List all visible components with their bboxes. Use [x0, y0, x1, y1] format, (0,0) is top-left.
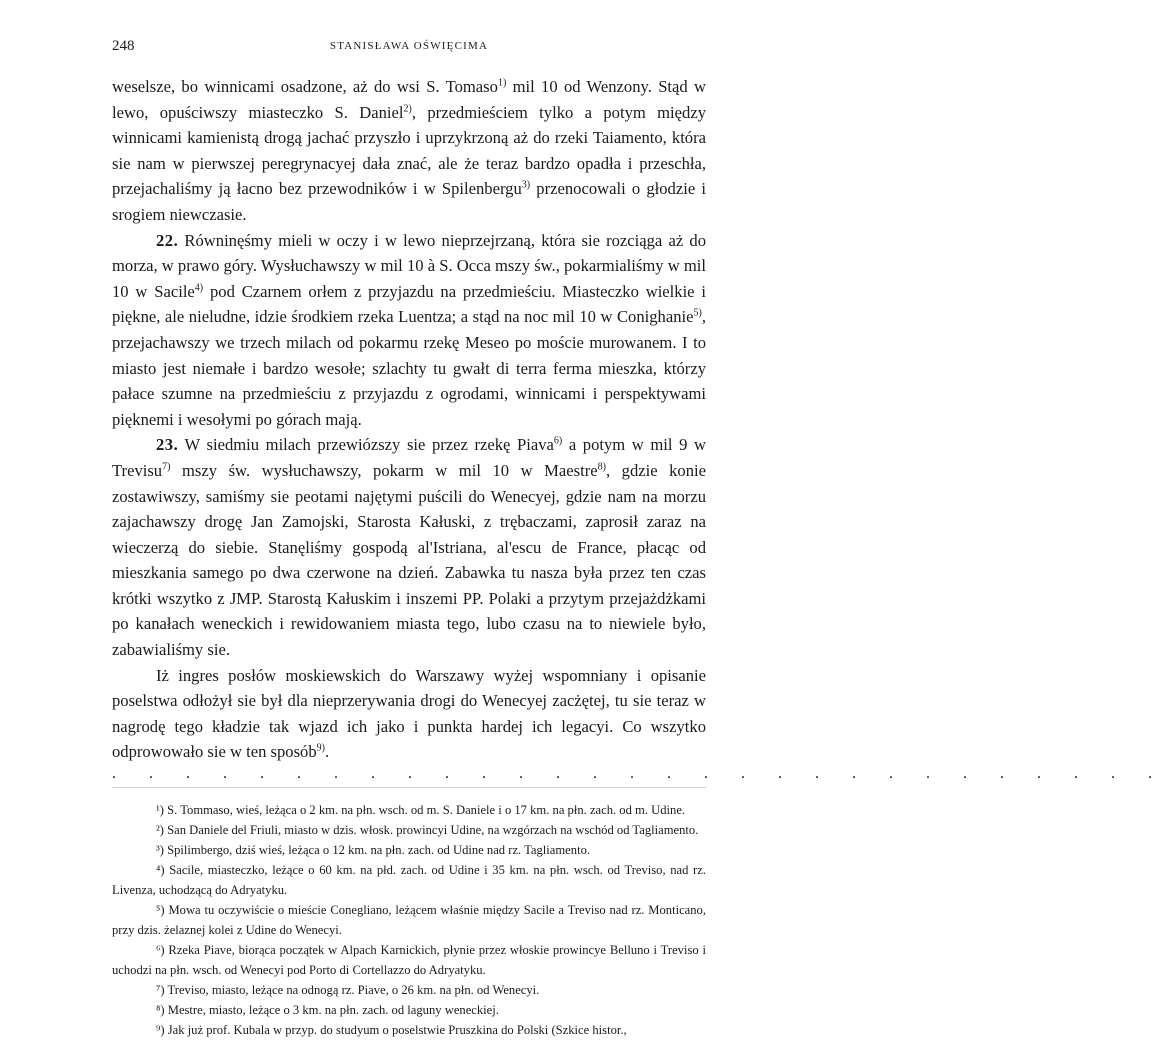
section-number-23: 23.	[156, 435, 179, 455]
text-run: mszy św. wysłuchawszy, pokarm w mil 10 w Maestre	[170, 460, 598, 480]
footnote-ref-4: 4)	[194, 282, 204, 294]
footnote-text: Spilimbergo, dziś wieś, leżąca o 12 km. na płn. zach. od Udine nad rz. Tagliamento.	[163, 843, 591, 858]
footnote-4	[112, 860, 706, 900]
footnote-text: Mowa tu oczywiście o mieście Conegliano, leżącem właśnie między Sacile a Treviso nad rz. Monticano, przy dzis. żelaznej kolei z Udine do Wenecyi.	[112, 903, 706, 938]
text-run: Iż ingres posłów moskiewskich do Warszawy wyżej wspomniany i opisanie poselstwa odłożył sie był dla nieprzerywania drogi do Wenecyej zacżętej, tu sie teraz w nagrodę tego kładzie tak wjazd ich jako i punkta hardej ich legacyi. Co wszytko odprowowało sie w ten sposób	[112, 665, 706, 762]
footnote-6	[112, 940, 706, 980]
section-23	[112, 432, 706, 662]
page-header	[112, 38, 706, 60]
paragraph-legation	[112, 663, 706, 765]
footnote-5	[112, 900, 706, 940]
running-head: STANISŁAWA OŚWIĘCIMA	[329, 40, 489, 52]
text-run: a potym w mil 9 w Trevisu	[112, 435, 707, 480]
text-run: pod Czarnem orłem z przyjazdu na przedmieściu. Miasteczko wielkie i piękne, ale nieludne, idzie środkiem rzeka Luentza; a stąd na noc mil 10 w Conighanie	[112, 281, 706, 327]
text-run: mil 10 od Wenzony. Stąd w lewo, opuściwszy miasteczko S. Daniel	[112, 77, 706, 122]
footnote-mark: ⁵)	[156, 903, 165, 918]
text-run: , przedmieściem tylko a potym między winnicami kamienistą drogą jachać przyszło i uprzykrzoną aż do rzeki Taiamento, która sie nam w pierwszej peregrynacyej dała znać, ale że teraz bardzo opadła i przeschła, przejachaliśmy ją łacno bez przewodników i w Spilenbergu	[112, 102, 706, 199]
text-run: Równinęśmy mieli w oczy i w lewo nieprzejrzaną, która sie rozciąga aż do morza, w prawo góry. Wysłuchawszy w mil 10 à S. Occa mszy św., pokarmialiśmy w mil 10 w Sacile	[112, 230, 706, 301]
footnote-mark: ¹)	[156, 803, 164, 818]
book-page	[112, 38, 1167, 1040]
footnote-text: Rzeka Piave, biorąca początek w Alpach Karnickich, płynie przez włoskie prowincye Belluno i Treviso i uchodzi na płn. wsch. od Wenecyi pod Porto di Cortellazzo do Adryatyku.	[112, 943, 706, 978]
section-22	[112, 228, 706, 433]
text-run: , gdzie konie zostawiwszy, samiśmy sie peotami najętymi puścili do Wenecyej, gdzie nam na morzu zajachawszy drogę Jan Zamojski, Starosta Kałuski, z trębaczami, zaprosił zaraz na wieczerzą do siebie. Stanęliśmy gospodą al'Istriana, al'escu de France, płacąc od mieszkania samego po dwa czerwone na dzień. Zabawka tu nasza była przez ten czas krótki wszytko z JMP. Starostą Kałuskim i inszemi PP. Polaki a przytym przejażdżkami po kanałach weneckich i rewidowaniem miasta tego, lubo czasu na to niewiele było, zabawialiśmy sie.	[112, 460, 706, 660]
footnote-mark: ⁸)	[156, 1003, 165, 1018]
footnote-text: Mestre, miasto, leżące o 3 km. na płn. zach. od laguny weneckiej.	[164, 1003, 499, 1018]
footnote-ref-8: 8)	[597, 461, 606, 473]
footnote-3	[112, 840, 706, 860]
page-number: 248	[112, 38, 135, 54]
footnote-7	[112, 980, 706, 1000]
footnote-2	[112, 820, 706, 840]
footnote-mark: ⁷)	[156, 983, 165, 998]
text-run: .	[324, 742, 330, 762]
section-number-22: 22.	[156, 230, 179, 250]
footnote-9	[112, 1020, 706, 1040]
footnote-ref-6: 6)	[553, 435, 563, 447]
footnotes	[112, 800, 706, 1040]
text-run: przenocowali o głodzie i srogiem niewczasie.	[112, 179, 706, 224]
text-run: weselsze, bo winnicami osadzone, aż do wsi S. Tomaso	[112, 77, 498, 96]
footnote-mark: ³)	[156, 843, 164, 858]
footnote-ref-3: 3)	[521, 179, 531, 191]
footnote-text: Jak już prof. Kubala w przyp. do studyum o poselstwie Pruszkina do Polski (Szkice histor.,	[164, 1023, 627, 1038]
omission-dots: . . . . . . . . . . . . . . . . . . . . . . . . . . . . .	[112, 765, 1167, 783]
footnote-divider	[112, 787, 706, 788]
paragraph-continuation	[112, 74, 706, 228]
text-run: W siedmiu milach przewiózszy sie przez rzekę Piava	[178, 435, 554, 455]
footnote-ref-9: 9)	[316, 742, 325, 754]
footnote-mark: ⁹)	[156, 1023, 165, 1038]
footnote-text: Treviso, miasto, leżące na odnogą rz. Piave, o 26 km. na płn. od Wenecyi.	[164, 983, 540, 998]
footnote-ref-2: 2)	[403, 103, 412, 115]
footnote-mark: ⁶)	[156, 943, 165, 958]
text-run: , przejachawszy we trzech milach od pokarmu rzekę Meseo po moście murowanem. I to miasto jest niemałe i bardzo wesołe; szlachty tu gwałt di terra ferma mieszka, którzy pałace szumne na przedmieściu z przyjazdu z ogrodami, winnicami i perspektywami pięknemi i wesołymi po górach mają.	[112, 307, 706, 429]
footnote-ref-5: 5)	[693, 307, 702, 319]
footnote-text: S. Tommaso, wieś, leżąca o 2 km. na płn. wsch. od m. S. Daniele i o 17 km. na płn. zach. od m. Udine.	[163, 803, 686, 818]
footnote-text: Sacile, miasteczko, leżące o 60 km. na płd. zach. od Udine i 35 km. na płn. wsch. od Treviso, nad rz. Livenza, uchodzącą do Adryatyku.	[112, 863, 706, 898]
footnote-1	[112, 800, 706, 820]
footnote-mark: ²)	[156, 823, 164, 838]
footnote-text: San Daniele del Friuli, miasto w dzis. włosk. prowincyi Udine, na wzgórzach na wschód od Tagliamento.	[163, 823, 699, 838]
footnote-ref-1: 1)	[497, 77, 507, 89]
main-text	[112, 74, 1167, 783]
footnote-mark: ⁴)	[156, 863, 165, 878]
footnote-ref-7: 7)	[162, 461, 171, 473]
footnote-8	[112, 1000, 706, 1020]
